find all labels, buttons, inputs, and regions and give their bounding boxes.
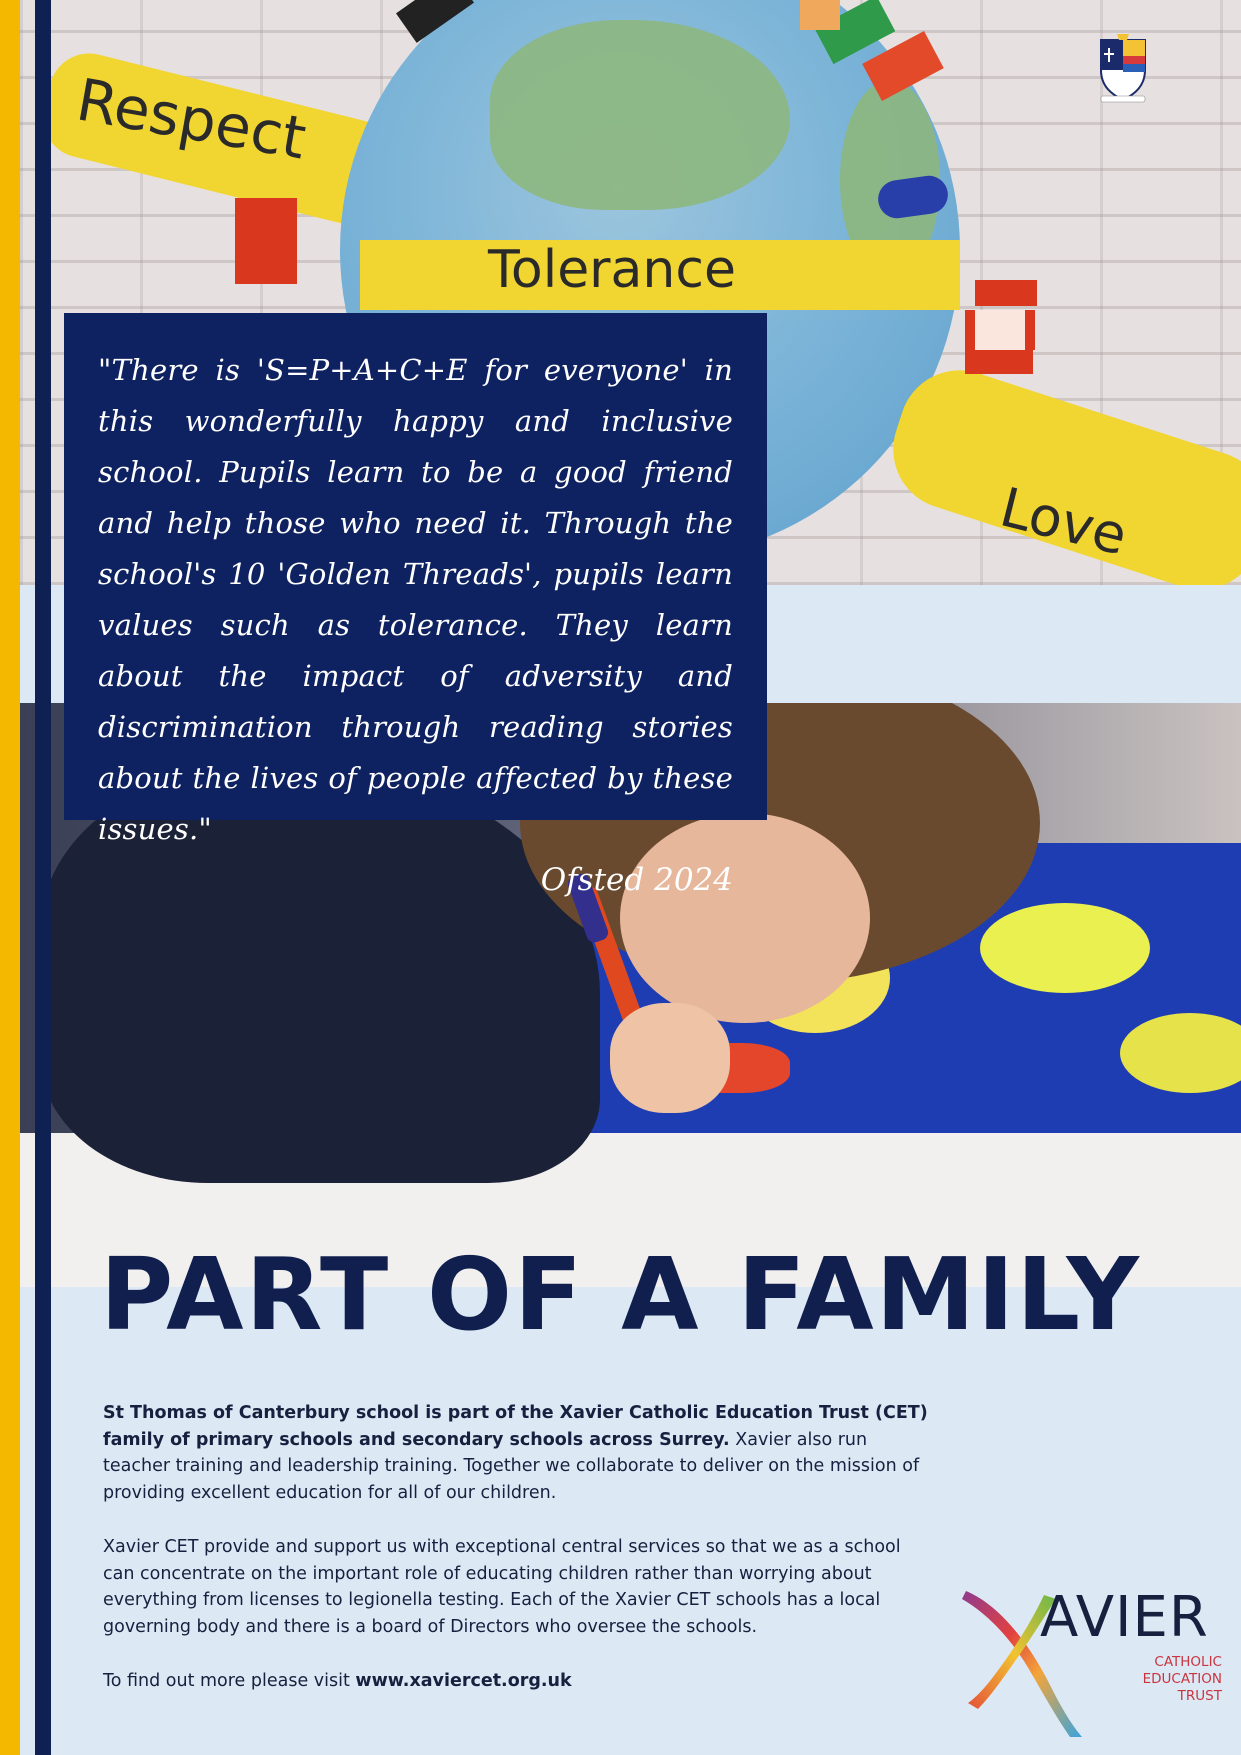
body-paragraph-3 [103,1668,928,1695]
flag-icon [975,280,1037,306]
mural-word-tolerance: Tolerance [488,240,736,300]
xavier-subtitle: CATHOLIC EDUCATION TRUST [1142,1654,1222,1704]
ofsted-quote-source: Ofsted 2024 [540,862,733,898]
body-paragraph-1 [103,1400,928,1506]
ofsted-quote-text: "There is 'S=P+A+C+E for everyone' in this wonderfully happy and inclusive school. Pupils learn to be a good friend and help those who need it. Through the school's 10 'Golden Threads', pupils learn values such as tolerance. They learn about the impact of adversity and discrimination through reading stories about the lives of people affected by these issues." [98,353,733,846]
section-headline: PART OF A FAMILY [100,1236,1141,1353]
school-crest-logo [1095,30,1151,104]
ofsted-quote-box [64,313,767,898]
visit-prefix: To find out more please visit [103,1671,356,1691]
flag-icon [965,310,1035,350]
xavier-wordmark: AVIER [1040,1585,1209,1650]
navy-edge-stripe [35,0,51,1755]
flag-icon [800,0,840,30]
body-paragraph-1-bold: St Thomas of Canterbury school is part of the Xavier Catholic Education Trust (CET) family of primary schools and secondary schools across Surrey. [103,1403,928,1450]
mural-word-love: Love [994,475,1134,568]
xavier-website-link[interactable]: www.xaviercet.org.uk [355,1671,572,1691]
flag-icon [235,198,297,284]
body-paragraph-2: Xavier CET provide and support us with exceptional central services so that we as a school can concentrate on the important role of educating children rather than worrying about everything from licenses to legionella testing. Each of the Xavier CET schools has a local governing body and there is a board of Directors who oversee the schools. [103,1537,901,1637]
flag-icon [965,350,1033,374]
mural-word-respect: Respect [71,65,311,173]
gold-edge-stripe [0,0,20,1755]
body-paragraph-1-rest: Xavier also run teacher training and leadership training. Together we collaborate to deliver on the mission of providing excellent education for all of our children. [103,1429,920,1503]
